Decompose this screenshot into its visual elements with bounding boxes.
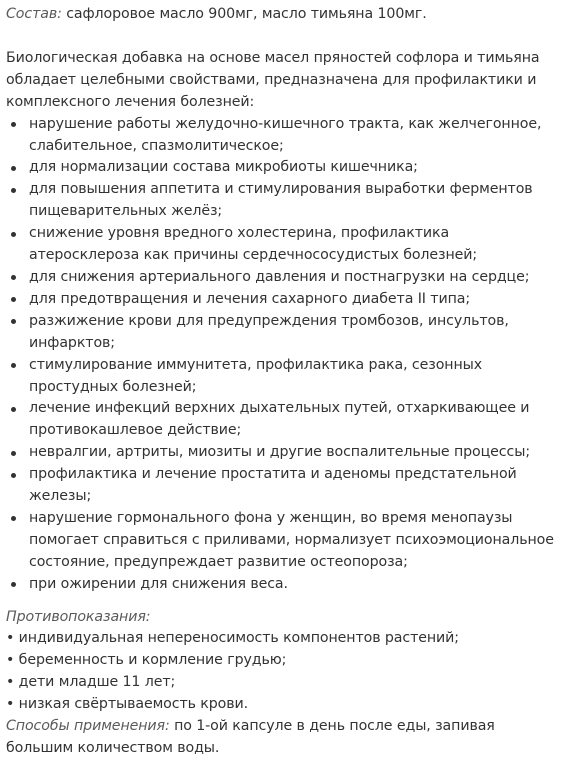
spacer [6,596,559,607]
list-item: лечение инфекций верхних дыхательных путей, отхаркивающее и противокашлевое действие; [29,398,559,442]
composition-line [6,4,559,26]
contraindications-label: Противопоказания: [6,608,151,625]
list-item: для снижения артериального давления и постнагрузки на сердце; [29,267,559,289]
list-item: снижение уровня вредного холестерина, профилактика атеросклероза как причины сердечнососудистых болезней; [29,223,559,267]
list-item: • дети младше 11 лет; [6,674,176,691]
spacer [6,26,559,48]
description-paragraph: Биологическая добавка на основе масел пряностей софлора и тимьяна обладает целебными свойствами, предназначена для профилактики и комплексного лечения болезней: [6,49,540,110]
list-item: для предотвращения и лечения сахарного диабета II типа; [29,289,559,311]
contraindications-list [6,628,559,716]
list-item: нарушение работы желудочно-кишечного тракта, как желчегонное, слабительное, спазмолитическое; [29,114,559,158]
composition-label: Состав: [6,6,62,22]
list-item: при ожирении для снижения веса. [29,574,559,596]
list-item: для нормализации состава микробиоты кишечника; [29,157,559,179]
indications-list [6,114,559,596]
list-item: невралгии, артриты, миозиты и другие воспалительные процессы; [29,442,559,464]
usage-text: по 1-ой капсуле в день после еды, запивая большим количеством воды. [6,718,495,756]
list-item: • индивидуальная непереносимость компонентов растений; [6,630,459,647]
list-item: для повышения аппетита и стимулирования выработки ферментов пищеварительных желёз; [29,179,559,223]
usage-line [6,716,559,760]
composition-text: сафлоровое масло 900мг, масло тимьяна 100мг. [61,6,427,22]
list-item: • низкая свёртываемость крови. [6,696,249,713]
usage-label: Способы применения: [6,718,170,735]
list-item: нарушение гормонального фона у женщин, во время менопаузы помогает справиться с приливами, нормализует психоэмоциональное состояние, предупреждает развитие остеопороза; [29,508,559,574]
list-item: разжижение крови для предупреждения тромбозов, инсультов, инфарктов; [29,311,559,355]
list-item: • беременность и кормление грудью; [6,652,287,669]
list-item: стимулирование иммунитета, профилактика рака, сезонных простудных болезней; [29,355,559,399]
list-item: профилактика и лечение простатита и аденомы предстательной железы; [29,464,559,508]
